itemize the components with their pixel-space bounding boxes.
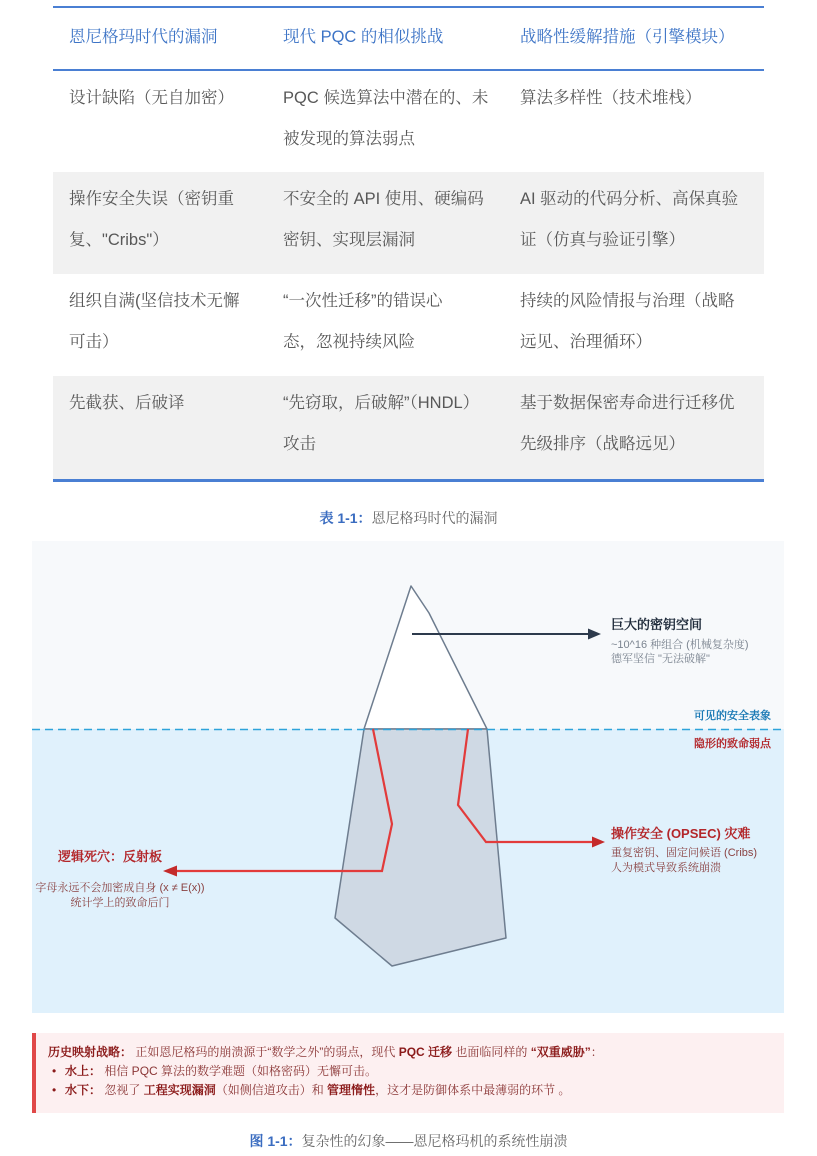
opsec-consequence: 人为模式导致系统崩溃 [611, 862, 721, 874]
cell-line: 被发现的算法弱点 [283, 130, 415, 148]
bullet-label: 水上： [65, 1064, 102, 1078]
cell-line: 先截获、后破译 [69, 394, 185, 412]
opsec-detail: 重复密钥、固定问候语 (Cribs) [611, 847, 758, 859]
table-cell [283, 281, 443, 363]
cell-line: 先级排序（战略远见） [520, 435, 685, 453]
table-row [53, 376, 764, 479]
callout-bullet-above-water [48, 1062, 784, 1081]
table-top-border [53, 6, 764, 8]
column-header-mitigation: 战略性缓解措施（引擎模块） [520, 28, 735, 46]
bullet-icon: • [52, 1064, 57, 1078]
table-bottom-border [53, 479, 764, 482]
callout-intro [48, 1043, 784, 1062]
cell-line: 操作安全失误（密钥重 [69, 190, 234, 208]
cell-line: 态，忽视持续风险 [283, 333, 415, 351]
key-space-title: 巨大的密钥空间 [611, 617, 703, 632]
callout-emphasis: “双重威胁” [530, 1045, 591, 1059]
cell-line: PQC 候选算法中潜在的、未 [283, 89, 489, 107]
key-space-detail: ~10^16 种组合 (机械复杂度) [611, 639, 749, 651]
table-cell [283, 383, 479, 465]
bullet-label: 水下： [65, 1083, 102, 1097]
iceberg-diagram [32, 541, 784, 1013]
table-row [53, 71, 764, 172]
column-header-enigma-flaw: 恩尼格玛时代的漏洞 [69, 28, 218, 46]
cell-line: 基于数据保密寿命进行迁移优 [520, 394, 735, 412]
table-caption [0, 508, 817, 528]
callout-title: 历史映射战略： [48, 1045, 133, 1059]
figure-caption-label: 图 1-1： [249, 1133, 302, 1149]
table-cell [69, 281, 240, 363]
callout-bullet-below-water [48, 1081, 784, 1100]
cell-line: “一次性迁移”的错误心 [283, 292, 443, 310]
figure-caption-text: 复杂性的幻象——恩尼格玛机的系统性崩溃 [301, 1133, 568, 1149]
cell-line: 组织自满(坚信技术无懈 [69, 292, 240, 310]
reflector-consequence: 统计学上的致命后门 [70, 897, 170, 909]
table-cell [69, 78, 234, 119]
cell-line: 证（仿真与验证引擎） [520, 231, 685, 249]
cell-line: 不安全的 API 使用、硬编码 [283, 190, 484, 208]
table-cell [69, 383, 185, 424]
bullet-text: 相信 PQC 算法的数学难题（如格密码）无懈可击。 [101, 1064, 378, 1078]
table-cell [283, 179, 484, 261]
table-caption-text: 恩尼格玛时代的漏洞 [371, 510, 498, 526]
bullet-text: （如侧信道攻击）和 [215, 1083, 328, 1097]
table-cell [69, 179, 234, 261]
cell-line: 算法多样性（技术堆栈） [520, 89, 702, 107]
callout-text: 正如恩尼格玛的崩溃源于“数学之外”的弱点，现代 [132, 1045, 399, 1059]
table-cell [520, 179, 738, 261]
visible-surface-label: 可见的安全表象 [694, 710, 771, 722]
cell-line: 持续的风险情报与治理（战略 [520, 292, 735, 310]
callout-text: ： [590, 1045, 603, 1059]
strategy-callout [32, 1033, 784, 1113]
callout-emphasis: PQC 迁移 [398, 1045, 453, 1059]
bullet-text: ，这才是防御体系中最薄弱的环节 。 [375, 1083, 571, 1097]
table-cell [520, 383, 735, 465]
iceberg-underwater [335, 729, 506, 966]
bullet-icon: • [52, 1083, 57, 1097]
table-header-row [53, 16, 764, 69]
cell-line: 远见、治理循环） [520, 333, 652, 351]
bullet-text: 忽视了 [101, 1083, 144, 1097]
cell-line: 复、"Cribs"） [69, 231, 169, 249]
figure-caption [0, 1131, 817, 1151]
table-row [53, 172, 764, 274]
key-space-belief: 德军坚信 "无法破解" [611, 653, 710, 665]
cell-line: 攻击 [283, 435, 316, 453]
hidden-weakness-label: 隐形的致命弱点 [694, 738, 771, 750]
cell-line: 密钥、实现层漏洞 [283, 231, 415, 249]
cell-line: “先窃取，后破解”（HNDL） [283, 394, 480, 412]
iceberg-svg [32, 541, 784, 1013]
table-row [53, 274, 764, 376]
reflector-detail: 字母永远不会加密成自身 (x ≠ E(x)) [35, 882, 205, 894]
cell-line: 设计缺陷（无自加密） [69, 89, 234, 107]
opsec-title: 操作安全 (OPSEC) 灾难 [611, 826, 751, 841]
callout-text: 也面临同样的 [452, 1045, 531, 1059]
table-cell [520, 281, 735, 363]
cell-line: AI 驱动的代码分析、高保真验 [520, 190, 739, 208]
reflector-title: 逻辑死穴：反射板 [58, 849, 163, 864]
table-cell [520, 78, 702, 119]
column-header-pqc-challenge: 现代 PQC 的相似挑战 [283, 28, 444, 46]
cell-line: 可击） [69, 333, 119, 351]
bullet-emphasis: 管理惰性 [327, 1083, 376, 1097]
table-caption-label: 表 1-1： [319, 510, 372, 526]
bullet-emphasis: 工程实现漏洞 [143, 1083, 216, 1097]
table-cell [283, 78, 488, 160]
